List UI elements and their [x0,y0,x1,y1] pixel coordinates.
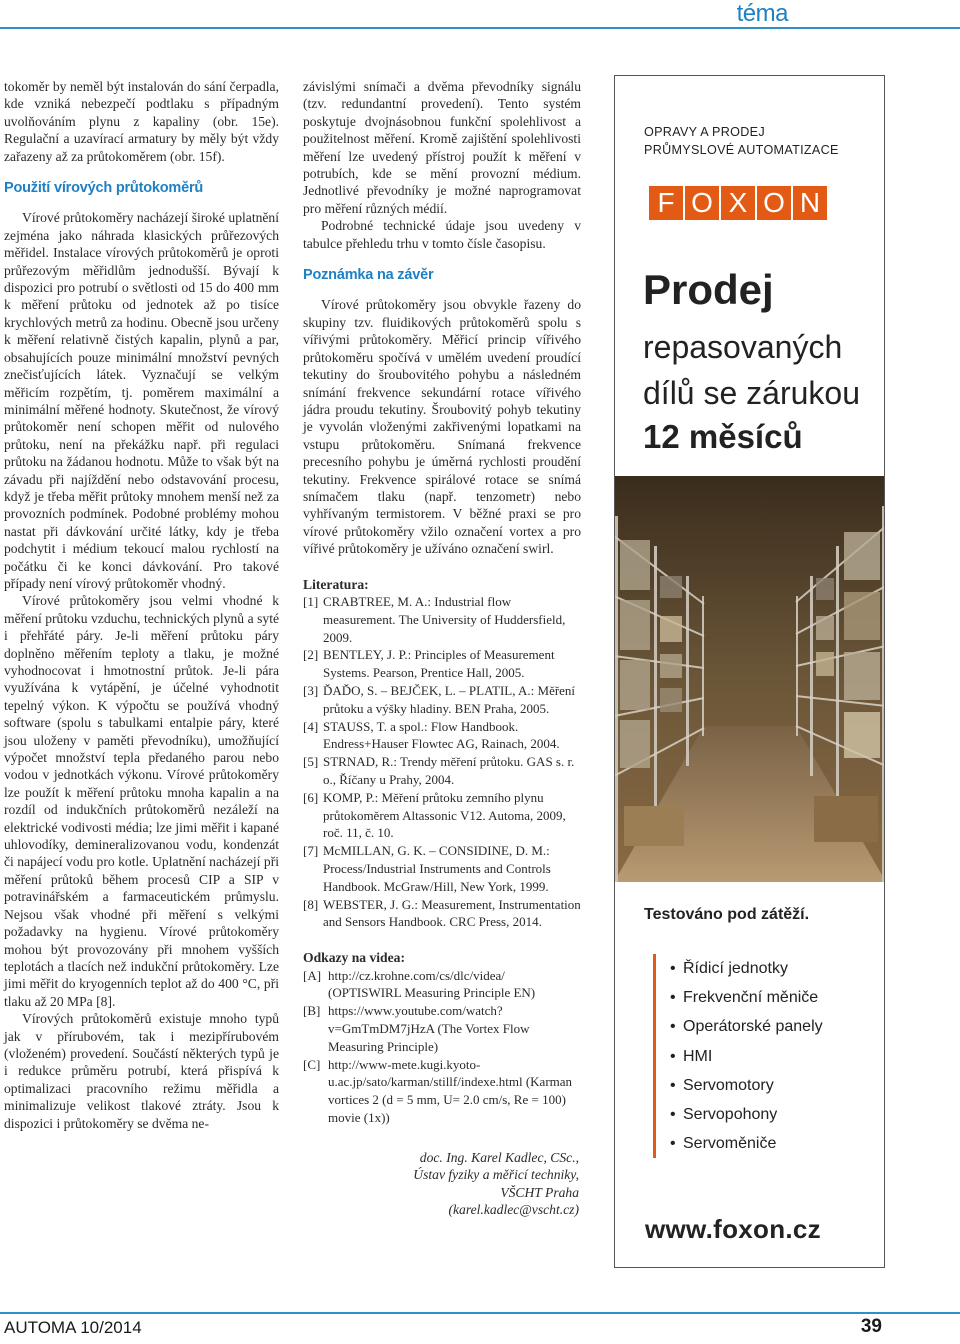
author-school: VŠCHT Praha [500,1184,579,1200]
paragraph: Vírové průtokoměry nacházejí široké uplatnění zejména jako náhrada klasických průřezových měřidel. Instalace vírových průtokoměrů je oproti průřezovým měřidlům jednodušší. Bývají k dispozici pro potrubí o světlosti od 15 do 400 mm k měření průtoku od jednotek až po tisíce krychlových metrů za hodinu. Obecně jsou určeny k měření relativně čistých kapalin, plynů a par, obsahujících pouze minimální množství pevných znečisťujících látek. Vyznačují se velkým měřicím rozpětím, tj. poměrem maximální a minimální měřené hodnoty. Skutečnost, že vírový průtokoměr není schopen měřit od nulového průtoku, není na překážku např. při regulaci průtoku na žádanou hodnotu. Může to však být na závadu při najíždění nebo odstavování procesu, když je třeba měřit průtoky mnohem menší než za provozních podmínek. Podobné problémy mohou nastat při dávkování určité látky, kdy je třeba podchytit i médium tekoucí malou rychlostí na počátku či ke konci dávkování. Pro takové případy není vírový průtokoměr vhodný. [4,210,279,591]
footer-rule [0,1312,960,1314]
reference-text: CRABTREE, M. A.: Industrial flow measurement. The University of Huddersfield, 2009. [323,593,566,645]
logo-letter: O [757,186,791,220]
reference-item [303,896,581,932]
article-column-2 [303,78,581,1218]
author-email: (karel.kadlec@vscht.cz) [448,1201,579,1217]
logo-letter: O [685,186,719,220]
videos-title: Odkazy na videa: [303,950,405,966]
foxon-logo [649,186,827,220]
reference-item [303,718,581,754]
logo-letter: X [721,186,755,220]
ad-tagline [644,123,839,159]
warehouse-photo [614,476,885,882]
references-list [303,593,581,931]
video-url[interactable]: http://www-mete.kugi.kyoto-u.ac.jp/sato/karman/stillf/indexe.html (Karman vortices 2 (d = 5 mm, U= 2.0 cm/s, Re = 100) movie (1x)) [328,1056,573,1125]
video-label: [A] [303,967,322,983]
reference-item [303,753,581,789]
ad-subheadline-1: repasovaných [643,329,843,365]
section-label: téma [736,0,788,27]
page-number: 39 [860,1316,882,1337]
reference-text: McMILLAN, G. K. – CONSIDINE, D. M.: Process/Industrial Instruments and Controls Handbook. McGraw/Hill, New York, 1999. [323,843,551,894]
paragraph: Vírové průtokoměry jsou obvykle řazeny do skupiny tzv. fluidikových průtokoměrů spolu s vířivými průtokoměry. Měřicí princip vířivého průtokoměru spočívá v umělém uvedení proudící tekutiny do šroubovitého pohybu a následném snímání frekvence sekundární rotace vířivého jádra proudu tekutiny. Šroubovitý pohyb tekutiny je vyvolán vloženými zakřivenými lopatkami na vstupu průtokoměru. Snímaná frekvence precesního pohybu je úměrná rychlosti proudění tekutiny. Frekvence spirálové rotace se snímá snímačem tlaku (např. tenzometr) nebo vyhřívaným termistorem. V běžné praxi se pro vírové průtokoměry vžilo označení vortex a pro vířivé průtokoměry je užíváno označení swirl. [303,297,581,557]
video-label: [B] [303,1003,321,1019]
page-footer [0,1312,960,1344]
ad-website-link[interactable]: www.foxon.cz [645,1214,821,1244]
magazine-issue: AUTOMA 10/2014 [4,1318,142,1337]
ad-product-list [653,954,823,1158]
reference-number: [4] [303,718,319,734]
reference-number: [8] [303,896,319,912]
reference-item [303,682,581,718]
video-link-item[interactable] [303,1056,581,1127]
page-header [0,0,960,30]
ad-list-item: • Servomotory [670,1071,823,1100]
reference-item [303,842,581,895]
paragraph: Podrobné technické údaje jsou uvedeny v tabulce přehledu trhu v tomto čísle časopisu. [303,218,581,251]
logo-letter: F [649,186,683,220]
video-url[interactable]: https://www.youtube.com/watch?v=GmTmDM7jHzA (The Vortex Flow Measuring Principle) [328,1003,530,1054]
paragraph: Vírových průtokoměrů existuje mnoho typů jak v přírubovém, tak i mezipřírubovém (vloženém) provedení. Součástí některých typů je i redukce průměru potrubí, která přispívá k optimalizaci pracovního režimu měřidla a minimalizuje velikost tlakové ztráty. Jsou k dispozici i průtokoměry se dvěma ne- [4,1011,279,1131]
references-title: Literatura: [303,576,369,592]
ad-list-item: • Frekvenční měniče [670,983,823,1012]
reference-text: BENTLEY, J. P.: Principles of Measurement Systems. Pearson, Prentice Hall, 2005. [323,647,555,681]
ad-list-item: • Servoměniče [670,1129,823,1158]
reference-number: [6] [303,789,319,805]
foxon-advertisement [614,75,885,1268]
reference-number: [5] [303,754,319,770]
ad-warranty: 12 měsíců [643,418,803,455]
paragraph: Vírové průtokoměry jsou velmi vhodné k měření průtoku vzduchu, technických plynů a syté i přehřáté páry. Je-li měření průtoku páry doplněno měřením teploty a tlaku, je možné vyhodnocovat i hmotnostní průtok. Je-li pára využívána k vytápění, je účelné vyhodnotit tepelný výkon. K výpočtu se používá vhodný software (spolu s tabulkami entalpie páry, které jsou uloženy v paměti převodníku), umožňující výpočet množství tepla předaného parou nebo vodou v jednotkách výkonu. Vírové průtokoměry lze použít k měření průtoku mnoha kapalin a na rozdíl od indukčních průtokoměrů nezáleží na elektrické vodivosti média; lze jimi měřit i kapané uhlovodíky, demineralizovanou vodu, kondenzát či napájecí vodu pro kotle. Uplatnění nacházejí při měření průtoků během procesů CIP a SIP v potravinářském a farmaceutickém průmyslu. Nejsou však vhodné při měření s velkými požadavky na hygienu. Vírové průtokoměry mohou být provozovány při mnohem vyšších teplotách a tlacích než indukční průtokoměry. Lze jimi měřit do kryogenních teplot až do 400 °C, při tlaku až 20 MPa [8]. [4,593,279,1009]
reference-text: STRNAD, R.: Trendy měření průtoku. GAS s. r. o., Říčany u Prahy, 2004. [323,754,575,787]
ad-subheadline [643,324,860,416]
ad-list-item: • HMI [670,1042,823,1071]
paragraph: závislými snímači a dvěma převodníky signálu (tzv. redundantní provedení). Tento systém poskytuje dvojnásobnou funkční spolehlivost a použitelnost měření. Kromě zajištění spolehlivosti měření lze uvedený přístroj použít k měření v potrubích, kde se mění provozní médium. Jednotlivé převodníky je možné naprogramovat pro měření různých médií. [303,79,581,216]
header-rule [0,27,960,29]
author-name: doc. Ing. Karel Kadlec, CSc., [419,1149,579,1165]
reference-number: [3] [303,682,319,698]
paragraph: tokoměr by neměl být instalován do sání čerpadla, kde vzniká nebezpečí podtlaku s případným uvolňováním plynu z kapaliny (obr. 15e). Regulační a uzavírací armatury by měly být vždy zařazeny až za průtokoměrem (obr. 15f). [4,79,279,164]
reference-text: STAUSS, T. a spol.: Flow Handbook. Endress+Hauser Flowtec AG, Rainach, 2004. [323,718,560,752]
logo-letter: N [793,186,827,220]
author-institute: Ústav fyziky a měřicí techniky, [413,1167,579,1183]
section-heading: Poznámka na závěr [303,267,434,284]
reference-text: ĎAĎO, S. – BEJČEK, L. – PLATIL, A.: Měření průtoku a výšky hladiny. BEN Praha, 2005. [323,682,576,716]
ad-headline: Prodej [643,266,774,313]
video-link-item[interactable] [303,1002,581,1055]
section-heading: Použití vírových průtokoměrů [4,180,204,197]
ad-tagline-2: PRŮMYSLOVÉ AUTOMATIZACE [644,143,839,157]
reference-item [303,646,581,682]
ad-tagline-1: OPRAVY A PRODEJ [644,125,765,139]
ad-list-item: • Řídicí jednotky [670,954,823,983]
ad-list-item: • Servopohony [670,1100,823,1129]
reference-item [303,789,581,842]
reference-number: [1] [303,593,319,609]
reference-text: KOMP, P.: Měření průtoku zemního plynu průtokoměrem Altassonic V12. Automa, 2009, roč. 11, č. 10. [323,789,566,841]
video-link-item[interactable] [303,967,581,1003]
video-label: [C] [303,1056,321,1072]
reference-number: [7] [303,843,319,859]
article-column-1 [4,78,279,1132]
reference-text: WEBSTER, J. G.: Measurement, Instrumentation and Sensors Handbook. CRC Press, 2014. [323,896,581,930]
author-block [303,1149,581,1219]
reference-item [303,593,581,646]
video-url[interactable]: http://cz.krohne.com/cs/dlc/videa/ (OPTISWIRL Measuring Principle EN) [328,967,536,1001]
reference-number: [2] [303,647,319,663]
ad-list-item: • Operátorské panely [670,1012,823,1041]
videos-list [303,967,581,1127]
ad-tested: Testováno pod zátěží. [644,906,810,923]
ad-subheadline-2: dílů se zárukou [643,375,861,411]
